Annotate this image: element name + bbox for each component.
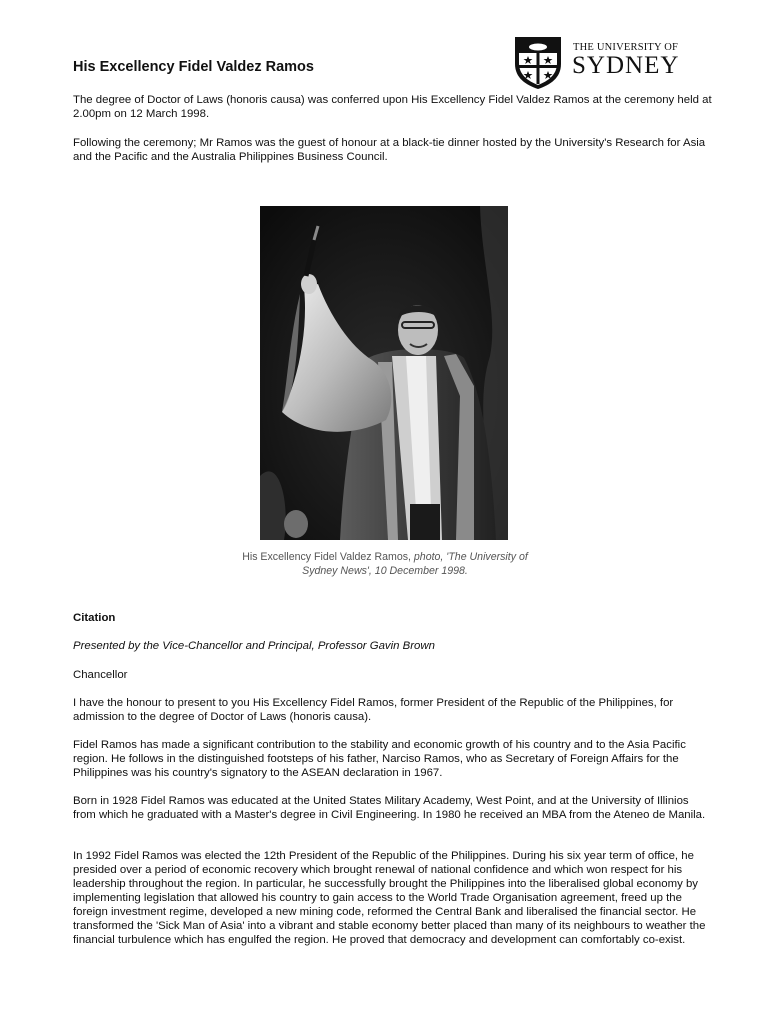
ceremony-photo-image [260,206,508,540]
university-crest-icon [512,34,564,90]
citation-salutation: Chancellor [73,669,128,681]
page-title: His Excellency Fidel Valdez Ramos [73,59,314,75]
citation-paragraph: Fidel Ramos has made a significant contribution to the stability and economic growth of his country and to the Asia Pacific region. He follows in the distinguished footsteps of his father, Narciso Ramos, who as Secretary of Foreign Affairs for the Philippines was his country's signatory to the ASEAN declaration in 1967. [73,739,686,779]
citation-paragraph: In 1992 Fidel Ramos was elected the 12th President of the Republic of the Philippines. During his six year term of office, he presided over a period of economic recovery which brought renewal of national confidence and which won respect for his leadership throughout the region. In particular, he successfully brought the Philippines into the liberalised global economy by implementing legislation that allowed his country to gain access to the World Trade Organisation agreement, freed up the foreign investment regime, developed a new mining code, reformed the Central Bank and liberalised the financial sector. He transformed the 'Sick Man of Asia' into a vibrant and stable economy better placed than many of its neighbours to weather the financial turbulence which has engulfed the region. He proved that democracy and development can comfortably co-exist. [73,850,706,946]
citation-heading: Citation [73,612,116,624]
photo-caption-source: photo, 'The University of Sydney News', 10 December 1998. [302,551,528,577]
citation-paragraph: I have the honour to present to you His Excellency Fidel Ramos, former President of the Republic of the Philippines, for admission to the degree of Doctor of Laws (honoris causa). [73,697,674,723]
ceremony-photo [260,206,508,540]
photo-caption-plain: His Excellency Fidel Valdez Ramos, [242,551,414,563]
citation-paragraph: Born in 1928 Fidel Ramos was educated at the United States Military Academy, West Point, and at the University of Illinios from which he graduated with a Master's degree in Civil Engineering. In 1980 he received an MBA from the Ateneo de Manila. [73,795,706,821]
photo-caption [230,550,540,578]
logo-text-line2: SYDNEY [572,52,680,79]
university-logo [512,34,680,90]
citation-presenter: Presented by the Vice-Chancellor and Principal, Professor Gavin Brown [73,640,435,652]
logo-text-line1: THE UNIVERSITY OF [573,42,679,53]
intro-paragraph: Following the ceremony; Mr Ramos was the guest of honour at a black-tie dinner hosted by the University's Research for Asia and the Pacific and the Australia Philippines Business Council. [73,137,706,163]
intro-paragraph: The degree of Doctor of Laws (honoris causa) was conferred upon His Excellency Fidel Valdez Ramos at the ceremony held at 2.00pm on 12 March 1998. [73,94,712,120]
